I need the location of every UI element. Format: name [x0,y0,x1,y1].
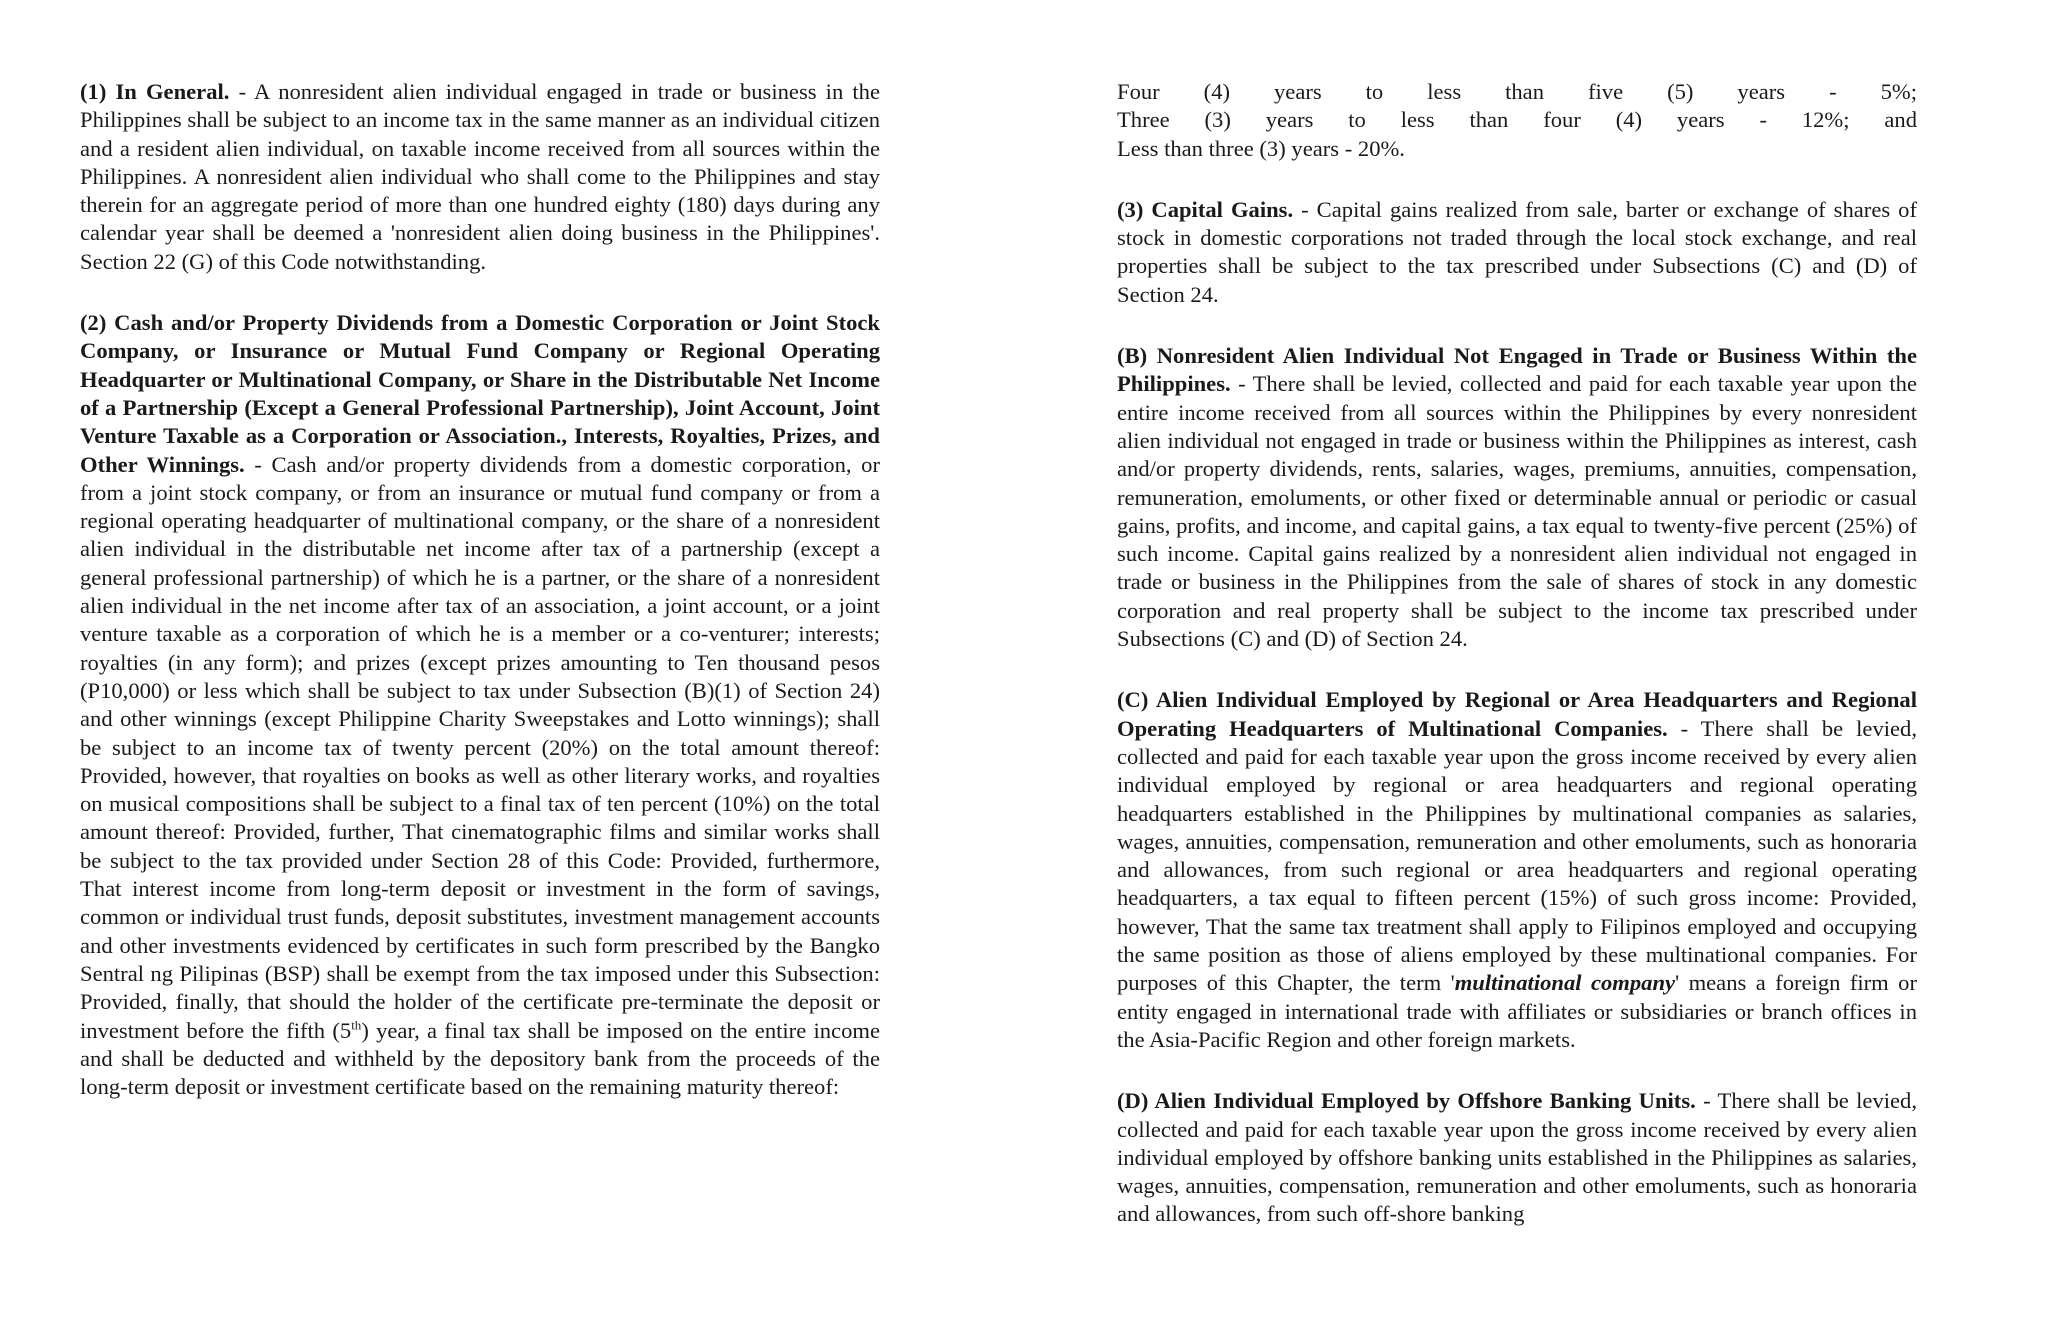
paragraph-capital-gains [1117,196,1917,309]
rate-line-three-to-four-years: Three (3) years to less than four (4) years - 12%; and [1117,107,1917,133]
paragraph-heading: (B) Nonresident Alien Individual Not Engaged in Trade or Business Within the Philippines. [1117,343,1917,397]
paragraph-heading: (2) Cash and/or Property Dividends from a Domestic Corporation or Joint Stock Company, or Insurance or Mutual Fund Company or Regional Operating Headquarter or Multinational Company, or Share in the Distributable Net Income of a Partnership (Except a General Professional Partnership), Joint Account, Joint Venture Taxable as a Corporation or Association., Interests, Royalties, Prizes, and Other Winnings. [80,310,880,477]
paragraph-body: - There shall be levied, collected and paid for each taxable year upon the gross income received by every alien individual employed by regional or area headquarters and regional operating headquarters established in the Philippines by multinational companies as salaries, wages, annuities, compensation, remuneration and other emoluments, such as honoraria and allowances, from such regional or area headquarters and regional operating headquarters, a tax equal to fifteen percent (15%) of such gross income: Provided, however, That the same tax treatment shall apply to Filipinos employed and occupying the same position as those of aliens employed by these multinational companies. For purposes of this Chapter, the term ' [1117,715,1917,996]
paragraph-body: - Cash and/or property dividends from a domestic corporation, or from a joint stock company, or from an insurance or mutual fund company or from a regional operating headquarter of multinational company, or the share of a nonresident alien individual in the distributable net income after tax of a partnership (except a general professional partnership) of which he is a partner, or the share of a nonresident alien individual in the net income after tax of an association, a joint account, or a joint venture taxable as a corporation of which he is a member or a co-venturer; interests; royalties (in any form); and prizes (except prizes amounting to Ten thousand pesos (P10,000) or less which shall be subject to tax under Subsection (B)(1) of Section 24) and other winnings (except Philippine Charity Sweepstakes and Lotto winnings); shall be subject to an income tax of twenty percent (20%) on the total amount thereof: Provided, however, that royalties on books as well as other literary works, and royalties on musical compositions shall be subject to a final tax of ten percent (10%) on the total amount thereof: Provided, further, That cinematographic films and similar works shall be subject to the tax provided under Section 28 of this Code: Provided, furthermore, That interest income from long-term deposit or investment in the form of savings, common or individual trust funds, deposit substitutes, investment management accounts and other investments evidenced by certificates in such form prescribed by the Bangko Sentral ng Pilipinas (BSP) shall be exempt from the tax imposed under this Subsection: Provided, finally, that should the holder of the certificate pre-terminate the deposit or investment before the fifth (5 [80,451,880,1043]
paragraph-cash-property-dividends [80,309,880,1101]
paragraph-body: - Capital gains realized from sale, barter or exchange of shares of stock in domestic corporations not traded through the local stock exchange, and real properties shall be subject to the tax prescribed under Subsections (C) and (D) of Section 24. [1117,196,1917,307]
right-column [1117,78,1917,1262]
left-column [80,78,880,1134]
paragraph-body: - A nonresident alien individual engaged in trade or business in the Philippines shall be subject to an income tax in the same manner as an individual citizen and a resident alien individual, on taxable income received from all sources within the Philippines. A nonresident alien individual who shall come to the Philippines and stay therein for an aggregate period of more than one hundred eighty (180) days during any calendar year shall be deemed a 'nonresident alien doing business in the Philippines'. Section 22 (G) of this Code notwithstanding. [80,79,880,274]
holding-period-rates [1117,78,1917,163]
right-page [1117,0,1917,1339]
paragraph-body: - There shall be levied, collected and paid for each taxable year upon the entire income received from all sources within the Philippines by every nonresident alien individual not engaged in trade or business within the Philippines as interest, cash and/or property dividends, rents, salaries, wages, premiums, annuities, compensation, remuneration, emoluments, or other fixed or determinable annual or periodic or casual gains, profits, and income, and capital gains, a tax equal to twenty-five percent (25%) of such income. Capital gains realized by a nonresident alien individual not engaged in trade or business in the Philippines from the sale of shares of stock in any domestic corporation and real property shall be subject to the income tax prescribed under Subsections (C) and (D) of Section 24. [1117,371,1917,652]
paragraph-heading: (3) Capital Gains. [1117,196,1294,222]
paragraph-heading: (C) Alien Individual Employed by Regional or Area Headquarters and Regional Operating Headquarters of Multinational Companies. [1117,687,1917,741]
paragraph-in-general [80,78,880,276]
paragraph-heading: (D) Alien Individual Employed by Offshore Banking Units. [1117,1088,1696,1114]
paragraph-body-continued: ) year, a final tax shall be imposed on the entire income and shall be deducted and withheld by the depository bank from the proceeds of the long-term deposit or investment certificate based on the remaining maturity thereof: [80,1017,880,1100]
paragraph-heading: (1) In General. [80,79,230,104]
superscript-th: th [351,1016,362,1032]
paragraph-regional-headquarters [1117,686,1917,1054]
rate-line-four-to-five-years: Four (4) years to less than five (5) years - 5%; [1117,79,1917,104]
defined-term: multinational company [1454,970,1676,996]
paragraph-nonresident-not-engaged [1117,342,1917,653]
paragraph-body-continued: ' means a foreign firm or entity engaged in international trade with affiliates or subsidiaries or branch offices in the Asia-Pacific Region and other foreign markets. [1117,970,1917,1052]
paragraph-body: - There shall be levied, collected and paid for each taxable year upon the gross income received by every alien individual employed by offshore banking units established in the Philippines as salaries, wages, annuities, compensation, remuneration and other emoluments, such as honoraria and allowances, from such off-shore banking [1117,1088,1917,1227]
left-page [80,0,880,1339]
rate-line-less-than-three-years: Less than three (3) years - 20%. [1117,135,1405,161]
paragraph-offshore-banking-units [1117,1087,1917,1228]
